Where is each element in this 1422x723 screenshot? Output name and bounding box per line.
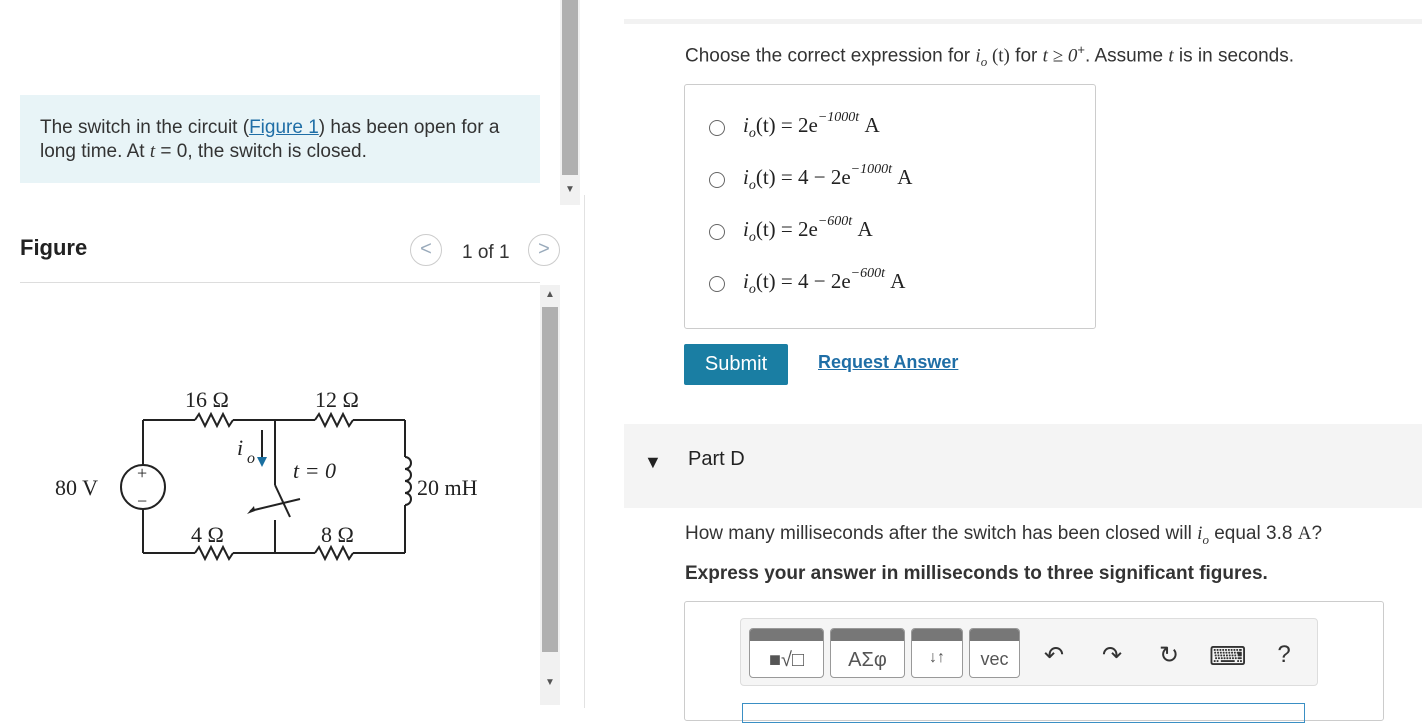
minus-sign: − (137, 491, 148, 511)
io-subscript: o (1202, 531, 1209, 547)
unit: A (1297, 523, 1312, 544)
math-toolbar (740, 618, 1318, 686)
r3-label: 4 Ω (191, 522, 224, 547)
scroll-up-icon[interactable]: ▲ (545, 289, 555, 300)
radio-button[interactable] (709, 276, 725, 292)
figure-heading: Figure (20, 235, 88, 260)
collapse-triangle-icon[interactable]: ▼ (644, 452, 662, 472)
keyboard-icon[interactable]: ⌨ (1209, 641, 1247, 671)
io-symbol: i (1197, 523, 1203, 544)
part-d-header[interactable] (624, 424, 1422, 508)
radio-button[interactable] (709, 224, 725, 240)
question-text: Choose the correct expression for (685, 45, 976, 67)
choice-list (684, 84, 1096, 329)
condition: t ≥ 0 (1042, 45, 1078, 67)
greek-symbols-button[interactable] (830, 628, 905, 678)
intro-scrollbar[interactable] (560, 0, 580, 205)
figure-divider (20, 282, 540, 283)
r1-label: 16 Ω (185, 387, 229, 412)
choice-expression: $i_o(t) = 4 - 2e^{-1000t}$ A (743, 162, 913, 194)
radio-button[interactable] (709, 172, 725, 188)
subscript-superscript-button[interactable] (911, 628, 963, 678)
plus-sign: + (137, 463, 148, 483)
part-d-question (685, 523, 1322, 548)
choice-expression: $i_o(t) = 4 - 2e^{-600t}$ A (743, 266, 906, 298)
request-answer-link[interactable]: Request Answer (818, 352, 959, 372)
reset-icon[interactable]: ↻ (1158, 642, 1180, 669)
question-text: How many milliseconds after the switch has been closed will (685, 523, 1198, 544)
t-argument: (t) (987, 45, 1010, 67)
figure-link[interactable]: Figure 1 (249, 117, 319, 138)
figure-page-count: 1 of 1 (462, 242, 510, 263)
r2-label: 12 Ω (315, 387, 359, 412)
inductor-label: 20 mH (417, 475, 478, 500)
question-text-2: for (1009, 45, 1043, 67)
choice-option-2[interactable] (709, 162, 913, 195)
current-subscript: o (247, 450, 255, 467)
choice-expression: $i_o(t) = 2e^{-1000t}$ A (743, 110, 880, 142)
scroll-down-icon[interactable]: ▼ (545, 677, 555, 688)
r4-label: 8 Ω (321, 522, 354, 547)
arrows-icon: ↓↑ (929, 649, 945, 666)
circuit-diagram (55, 375, 505, 575)
greek-label: ΑΣφ (848, 649, 887, 671)
intro-text-3: = 0, the switch is closed. (155, 141, 367, 162)
undo-icon[interactable]: ↶ (1043, 642, 1065, 669)
switch-label: t = 0 (293, 458, 336, 483)
scrollbar-thumb[interactable] (562, 0, 578, 175)
t-variable: t (1168, 45, 1174, 67)
figure-scrollbar[interactable] (540, 285, 560, 705)
prev-figure-button[interactable]: < (410, 234, 442, 266)
part-d-title: Part D (688, 448, 745, 470)
choice-expression: $i_o(t) = 2e^{-600t}$ A (743, 214, 873, 246)
question-text-3: . Assume (1084, 45, 1169, 67)
io-symbol: i (975, 45, 981, 67)
submit-button[interactable]: Submit (684, 344, 788, 385)
vec-label: vec (980, 649, 1009, 669)
templates-icon: ■√□ (768, 649, 805, 671)
scroll-down-icon[interactable]: ▼ (565, 184, 575, 195)
radio-button[interactable] (709, 120, 725, 136)
question-text-2: equal 3.8 (1208, 523, 1298, 544)
templates-button[interactable] (749, 628, 824, 678)
redo-icon[interactable]: ↷ (1101, 642, 1123, 669)
scrollbar-thumb[interactable] (542, 307, 558, 652)
next-figure-button[interactable]: > (528, 234, 560, 266)
current-label: i (237, 435, 244, 460)
answer-input[interactable] (742, 703, 1305, 723)
io-subscript: o (980, 54, 988, 70)
intro-text: The switch in the circuit ( (40, 117, 250, 138)
question-prompt (685, 42, 1294, 70)
question-text-4: is in seconds. (1173, 45, 1295, 67)
figure-pager (410, 234, 565, 268)
condition-sup: + (1077, 42, 1085, 57)
source-label: 80 V (55, 475, 98, 500)
answer-instruction: Express your answer in milliseconds to three significant figures. (685, 563, 1268, 584)
t-variable: t (149, 141, 156, 162)
vector-button[interactable] (969, 628, 1020, 678)
choice-option-1[interactable] (709, 110, 880, 143)
panel-divider (584, 195, 585, 708)
section-top-bar (624, 19, 1422, 24)
intro-text-2: ) has been open for a long time. At (40, 117, 500, 162)
choice-option-4[interactable] (709, 266, 906, 299)
question-mark: ? (1311, 523, 1323, 544)
choice-option-3[interactable] (709, 214, 873, 247)
help-icon[interactable]: ? (1277, 641, 1291, 668)
problem-intro (20, 95, 540, 183)
